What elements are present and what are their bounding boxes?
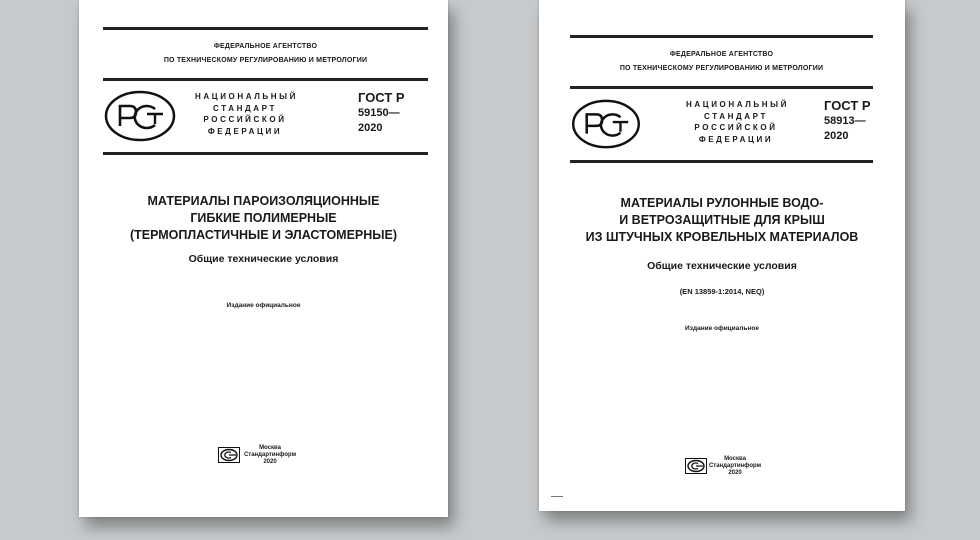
document-subtitle: Общие технические условия [647, 260, 797, 272]
document-subtitle: Общие технические условия [188, 253, 339, 265]
gost-designation [824, 97, 871, 144]
natstd-line: СТАНДАРТ [213, 103, 277, 113]
title-line: ИЗ ШТУЧНЫХ КРОВЕЛЬНЫХ МАТЕРИАЛОВ [585, 230, 859, 244]
national-standard-label [686, 99, 789, 145]
gost-r-emblem-icon [570, 97, 642, 151]
publisher-year: 2020 [728, 470, 742, 476]
publisher-name: Стандартинформ [708, 463, 762, 469]
document-cover-gost-59150 [79, 0, 448, 517]
title-line: И ВЕТРОЗАЩИТНЫЕ ДЛЯ КРЫШ [619, 213, 825, 227]
document-title [547, 195, 897, 246]
gost-year: 2020 [824, 130, 849, 142]
page-footnote-mark [551, 496, 563, 497]
bottom-rule [103, 152, 428, 155]
edition-label: Издание официальное [226, 302, 301, 309]
natstd-line: РОССИЙСКОЙ [203, 115, 287, 124]
publisher-imprint [707, 456, 763, 477]
document-cover-gost-58913 [539, 0, 905, 511]
gost-year: 2020 [358, 122, 383, 134]
document-title [89, 193, 438, 244]
publisher-name: Стандартинформ [243, 452, 297, 458]
gost-head: ГОСТ Р [824, 98, 871, 113]
edition-label: Издание официальное [685, 325, 759, 332]
gost-number: 58913— [824, 115, 866, 127]
natstd-line: НАЦИОНАЛЬНЫЙ [195, 92, 298, 101]
agency-line-1: ФЕДЕРАЛЬНОЕ АГЕНТСТВО [669, 51, 774, 58]
agency-header [570, 48, 873, 76]
gost-r-emblem-icon [103, 88, 177, 144]
publisher-city: Москва [724, 456, 746, 462]
natstd-line: СТАНДАРТ [704, 111, 768, 121]
natstd-line: ФЕДЕРАЦИИ [698, 134, 774, 144]
natstd-line: РОССИЙСКОЙ [694, 123, 778, 132]
harmonization-reference: (EN 13859-1:2014, NEQ) [679, 287, 765, 296]
gost-number: 59150— [358, 107, 400, 119]
title-line: ГИБКИЕ ПОЛИМЕРНЫЕ [190, 211, 337, 225]
top-rule [570, 35, 873, 38]
standartinform-logo-icon [685, 458, 707, 474]
natstd-line: ФЕДЕРАЦИИ [207, 126, 283, 136]
publisher-year: 2020 [263, 459, 277, 465]
publisher-city: Москва [259, 445, 281, 451]
agency-line-2: ПО ТЕХНИЧЕСКОМУ РЕГУЛИРОВАНИЮ И МЕТРОЛОГИИ [619, 65, 824, 72]
agency-line-1: ФЕДЕРАЛЬНОЕ АГЕНТСТВО [213, 43, 318, 50]
gost-head: ГОСТ Р [358, 90, 405, 105]
header-rule [103, 78, 428, 81]
national-standard-label [195, 91, 298, 137]
standartinform-logo-icon [218, 447, 240, 463]
gost-designation [358, 89, 405, 136]
bottom-rule [570, 160, 873, 163]
title-line: МАТЕРИАЛЫ РУЛОННЫЕ ВОДО- [620, 196, 824, 210]
title-line: МАТЕРИАЛЫ ПАРОИЗОЛЯЦИОННЫЕ [147, 194, 380, 208]
natstd-line: НАЦИОНАЛЬНЫЙ [686, 100, 789, 109]
agency-header [103, 40, 428, 68]
header-rule [570, 86, 873, 89]
title-line: (ТЕРМОПЛАСТИЧНЫЕ И ЭЛАСТОМЕРНЫЕ) [129, 228, 398, 242]
top-rule [103, 27, 428, 30]
agency-line-2: ПО ТЕХНИЧЕСКОМУ РЕГУЛИРОВАНИЮ И МЕТРОЛОГИИ [163, 57, 368, 64]
publisher-imprint [242, 445, 298, 466]
